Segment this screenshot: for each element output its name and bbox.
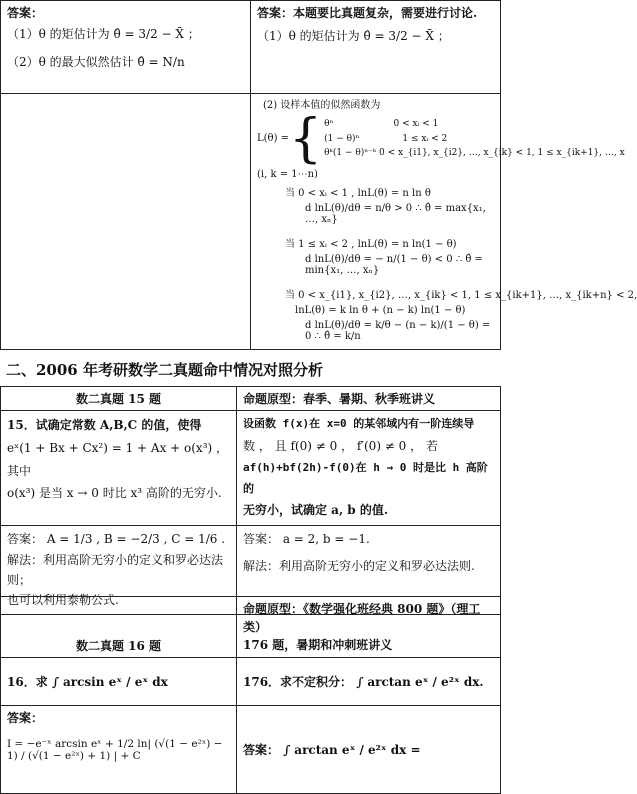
right-answer-header: 答案：本题要比真题复杂，需要进行讨论. (257, 6, 478, 20)
q15-line-1: 15．试确定常数 A,B,C 的值，使得 (7, 418, 202, 432)
question15-table (0, 386, 501, 615)
right-moment-estimate (257, 29, 494, 43)
q16-proto-header-line-1: 命题原型：《数学强化班经典 800 题》（理工类） (243, 602, 481, 634)
likelihood-case-2: (1 − θ)ⁿ 1 ≤ xᵢ < 2 (324, 133, 448, 144)
case3-condition: 当 0 < x_{i1}, x_{i2}, …, x_{ik} < 1, 1 ≤ x_{ik+1}, …, x_{ik+n} < 2, (285, 290, 637, 301)
q16-answer: I = −e⁻ˣ arcsin eˣ + 1/2 ln| (√(1 − e²ˣ) − 1) / (√(1 − e²ˣ) + 1) | + C (7, 738, 223, 762)
q176-answer: 答案： ∫ arctan eˣ / e²ˣ dx = (243, 743, 421, 757)
case2-condition: 当 1 ≤ xᵢ < 2 , lnL(θ) = n ln(1 − θ) (285, 239, 457, 250)
left-empty-cell (1, 94, 251, 350)
likelihood-lhs: L(θ) = (257, 133, 290, 144)
proto-line-3: af(h)+bf(2h)-f(0)在 h → 0 时是比 h 高阶的 (243, 460, 488, 495)
q15-solution-2: 也可以利用泰勒公式. (7, 593, 119, 608)
estimation-table (0, 0, 637, 350)
likelihood-intro: (2) 设样本值的似然函数为 (263, 100, 381, 111)
likelihood-case-3: θᵏ(1 − θ)ⁿ⁻ᵏ 0 < x_{i1}, x_{i2}, …, x_{ik} < 1, 1 ≤ x_{ik+1}, …, x (324, 148, 625, 159)
left-mle-text: （2）θ 的最大似然估计 θ̂ = N/n (7, 55, 185, 70)
left-answer-cell (1, 1, 251, 94)
q16-proto-header-line-2: 176 题，暑期和冲刺班讲义 (243, 638, 393, 652)
left-moment-estimate (7, 27, 244, 41)
q15-proto-header: 命题原型：春季、暑期、秋季班讲义 (237, 387, 501, 411)
proto-solution: 解法：利用高阶无穷小的定义和罗必达法则. (243, 558, 475, 573)
proto-answer: 答案： a = 2, b = −1. (243, 532, 370, 547)
q16-header: 数二真题 16 题 (1, 597, 237, 658)
q15-solution-1: 解法：利用高阶无穷小的定义和罗必达法则； (7, 552, 224, 588)
likelihood-cases (324, 119, 625, 159)
q16-question: 16．求 ∫ arcsin eˣ / eˣ dx (7, 675, 168, 689)
q15-answer: 答案： A = 1/3 , B = −2/3 , C = 1/6 . (7, 532, 226, 547)
q15-question-cell (1, 411, 237, 526)
case3-log-likelihood: lnL(θ) = k ln θ + (n − k) ln(1 − θ) (295, 305, 466, 316)
left-answer-label: 答案： (7, 6, 44, 20)
q16-proto-header (237, 597, 501, 658)
case3-derivative: d lnL(θ)/dθ = k/θ − (n − k)/(1 − θ) = 0 ∴ θ̂ = k/n (305, 320, 491, 342)
index-range: (i, k = 1⋯n) (257, 169, 318, 180)
proto-line-1: 设函数 f(x)在 x=0 的某邻域内有一阶连续导 (243, 417, 475, 430)
right-moment-text: （1）θ 的矩估计为 θ̂ = 3/2 − X̄ ； (257, 29, 450, 43)
left-moment-text: （1）θ 的矩估计为 θ̂ = 3/2 − X̄ ； (7, 27, 200, 41)
q16-question-cell (1, 658, 237, 706)
q176-question: 176．求不定积分： ∫ arctan eˣ / e²ˣ dx. (243, 675, 484, 689)
q176-answer-cell (237, 706, 501, 794)
q16-answer-cell (1, 706, 237, 794)
q15-proto-cell (237, 411, 501, 526)
q16-answer-label: 答案： (7, 711, 44, 725)
right-answer-cell (251, 1, 501, 94)
q15-line-3: o(x³) 是当 x → 0 时比 x³ 高阶的无穷小. (7, 486, 222, 501)
case1-derivative: d lnL(θ)/dθ = n/θ > 0 ∴ θ̂ = max{x₁, …, xₙ} (305, 203, 486, 225)
likelihood-case-1: θⁿ 0 < xᵢ < 1 (324, 118, 439, 129)
case1-condition: 当 0 < xᵢ < 1 , lnL(θ) = n ln θ (285, 188, 431, 199)
q15-line-2: eˣ(1 + Bx + Cx²) = 1 + Ax + o(x³) ，其中 (7, 440, 228, 478)
proto-line-4: 无穷小，试确定 a, b 的值. (243, 503, 389, 518)
q15-header: 数二真题 15 题 (1, 387, 237, 411)
left-brace-icon: { (289, 109, 323, 169)
likelihood-derivation-cell (251, 94, 637, 350)
left-mle (7, 55, 244, 69)
section-title: 二、2006 年考研数学二真题命中情况对照分析 (6, 361, 323, 379)
likelihood-function (257, 109, 625, 169)
proto-line-2: 数 ， 且 f(0) ≠ 0 ， f′(0) ≠ 0 ， 若 (243, 438, 438, 453)
case2-derivative: d lnL(θ)/dθ = − n/(1 − θ) < 0 ∴ θ̂ = min{x₁, …, xₙ} (305, 254, 483, 276)
question16-table (0, 596, 501, 794)
q176-question-cell (237, 658, 501, 706)
